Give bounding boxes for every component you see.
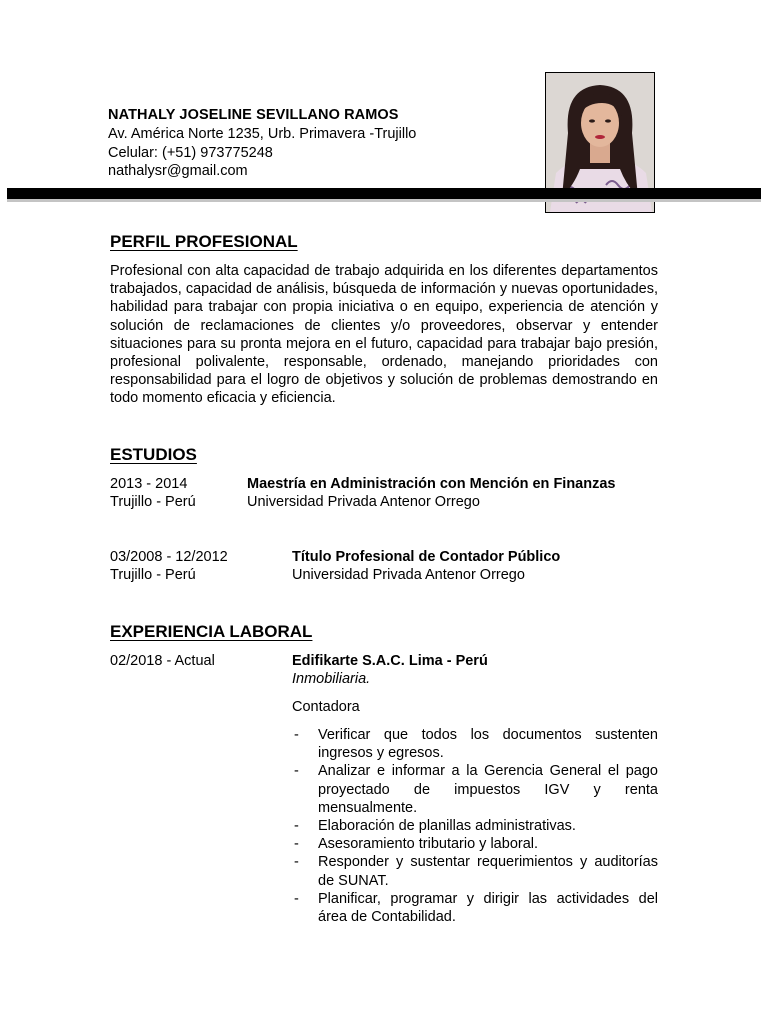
header-rule-shadow (7, 199, 761, 202)
list-item (292, 762, 658, 817)
bullet-dash: - (294, 727, 299, 743)
job-period: 02/2018 - Actual (110, 653, 215, 669)
section-title-profile: PERFIL PROFESIONAL (110, 232, 298, 251)
list-item (292, 853, 658, 889)
job-company: Edifikarte S.A.C. Lima - Perú (292, 653, 488, 669)
study-location: Trujillo - Perú (110, 494, 196, 510)
header-rule (7, 188, 761, 199)
study-period: 2013 - 2014 (110, 476, 188, 492)
study-location: Trujillo - Perú (110, 567, 196, 583)
duty-text: Analizar e informar a la Gerencia General el pago proyectado de impuestos IGV y renta mensualmente. (318, 763, 658, 816)
candidate-name: NATHALY JOSELINE SEVILLANO RAMOS (108, 107, 399, 123)
study-degree: Título Profesional de Contador Público (292, 549, 561, 565)
job-sector: Inmobiliaria. (292, 671, 371, 687)
bullet-dash: - (294, 836, 299, 853)
list-item (292, 817, 658, 835)
profile-paragraph: Profesional con alta capacidad de trabajo adquirida en los diferentes departamentos trabajados, capacidad de análisis, búsqueda de información y nuevas oportunidades, habilidad para trabajar con propia iniciativa o en equipo, experiencia de atención y solución de reclamaciones de clientes y/o proveedores, observar y entender situaciones para su pronta mejora en el futuro, capacidad para trabajar bajo presión, profesional polivalente, responsable, ordenado, manejando prioridades con responsabilidad para el logro de objetivos y solución de problemas demostrando en todo momento eficacia y eficiencia. (110, 263, 658, 407)
study-institution: Universidad Privada Antenor Orrego (292, 567, 525, 583)
phone-line: Celular: (+51) 973775248 (108, 145, 273, 161)
section-title-studies: ESTUDIOS (110, 445, 197, 464)
study-period: 03/2008 - 12/2012 (110, 549, 228, 565)
bullet-dash: - (294, 854, 299, 871)
section-title-experience: EXPERIENCIA LABORAL (110, 622, 313, 641)
address-line: Av. América Norte 1235, Urb. Primavera -Trujillo (108, 126, 417, 142)
study-degree: Maestría en Administración con Mención en Finanzas (247, 476, 616, 492)
bullet-dash: - (294, 890, 299, 907)
study-institution: Universidad Privada Antenor Orrego (247, 494, 480, 510)
duty-text: Responder y sustentar requerimientos y auditorías de SUNAT. (318, 854, 658, 889)
job-duties-list (292, 726, 658, 926)
list-item (292, 726, 658, 762)
bullet-dash: - (294, 763, 299, 780)
list-item (292, 890, 658, 926)
list-item (292, 835, 658, 853)
duty-text: Asesoramiento tributario y laboral. (318, 836, 539, 853)
email-line: nathalysr@gmail.com (108, 163, 248, 179)
bullet-dash: - (294, 818, 299, 835)
duty-text: Elaboración de planillas administrativas. (318, 818, 576, 835)
duty-text: Verificar que todos los documentos sustenten ingresos y egresos. (318, 727, 658, 762)
job-role: Contadora (292, 699, 360, 715)
duty-text: Planificar, programar y dirigir las actividades del área de Contabilidad. (318, 890, 658, 926)
